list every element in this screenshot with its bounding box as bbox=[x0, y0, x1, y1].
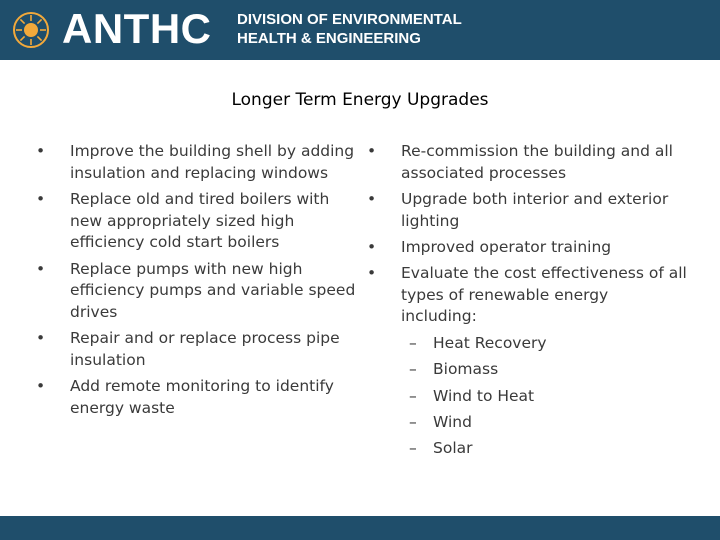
bullet-text: Improved operator training bbox=[401, 237, 612, 256]
bullet-text: Replace pumps with new high efficiency pumps and variable speed drives bbox=[70, 259, 356, 321]
subitem-text: Solar bbox=[433, 439, 473, 458]
division-line-2: HEALTH & ENGINEERING bbox=[237, 30, 421, 47]
list-item bbox=[36, 259, 356, 324]
division-line-1: DIVISION OF ENVIRONMENTAL bbox=[237, 11, 462, 28]
anthc-sun-emblem-icon bbox=[12, 11, 50, 49]
dash-icon: – bbox=[409, 360, 417, 379]
list-item bbox=[36, 141, 356, 184]
dash-icon: – bbox=[409, 334, 417, 353]
bullet-text: Add remote monitoring to identify energy waste bbox=[70, 377, 334, 417]
list-item bbox=[367, 189, 687, 232]
renewable-sublist bbox=[401, 332, 687, 459]
list-item bbox=[367, 263, 687, 459]
dash-icon: – bbox=[409, 413, 417, 432]
bullet-icon: • bbox=[367, 264, 377, 283]
subitem-text: Biomass bbox=[433, 360, 499, 379]
list-item bbox=[367, 237, 687, 259]
slide-title: Longer Term Energy Upgrades bbox=[231, 90, 489, 110]
bullet-icon: • bbox=[367, 237, 377, 256]
bullet-text: Upgrade both interior and exterior lighting bbox=[401, 189, 669, 230]
bullet-icon: • bbox=[36, 189, 46, 208]
left-bullet-list bbox=[36, 141, 356, 424]
subitem-text: Wind bbox=[433, 413, 472, 432]
brand-name: ANTHC bbox=[62, 5, 212, 52]
bullet-icon: • bbox=[36, 329, 46, 348]
header-bar bbox=[0, 0, 720, 60]
bullet-icon: • bbox=[367, 142, 377, 160]
sublist-item bbox=[401, 332, 687, 354]
list-item bbox=[36, 328, 356, 371]
sublist-item bbox=[401, 358, 687, 380]
sublist-item bbox=[401, 437, 687, 459]
subitem-text: Wind to Heat bbox=[433, 386, 535, 405]
list-item bbox=[36, 189, 356, 254]
division-name bbox=[237, 10, 517, 48]
bullet-icon: • bbox=[36, 142, 46, 160]
dash-icon: – bbox=[409, 439, 417, 458]
bullet-text: Evaluate the cost effectiveness of all types of renewable energy including: bbox=[401, 264, 687, 326]
sublist-item bbox=[401, 411, 687, 433]
bullet-text: Replace old and tired boilers with new appropriately sized high efficiency cold start boilers bbox=[70, 189, 330, 252]
list-item bbox=[36, 376, 356, 419]
dash-icon: – bbox=[409, 386, 417, 405]
bullet-text: Re-commission the building and all associated processes bbox=[401, 142, 673, 182]
list-item bbox=[367, 141, 687, 184]
bullet-text: Improve the building shell by adding insulation and replacing windows bbox=[70, 142, 355, 182]
bullet-icon: • bbox=[36, 377, 46, 396]
bullet-text: Repair and or replace process pipe insulation bbox=[70, 329, 340, 369]
subitem-text: Heat Recovery bbox=[433, 334, 547, 353]
bullet-icon: • bbox=[36, 259, 46, 278]
bullet-icon: • bbox=[367, 189, 377, 208]
sublist-item bbox=[401, 385, 687, 407]
footer-bar bbox=[0, 516, 720, 540]
right-bullet-list bbox=[367, 141, 687, 464]
